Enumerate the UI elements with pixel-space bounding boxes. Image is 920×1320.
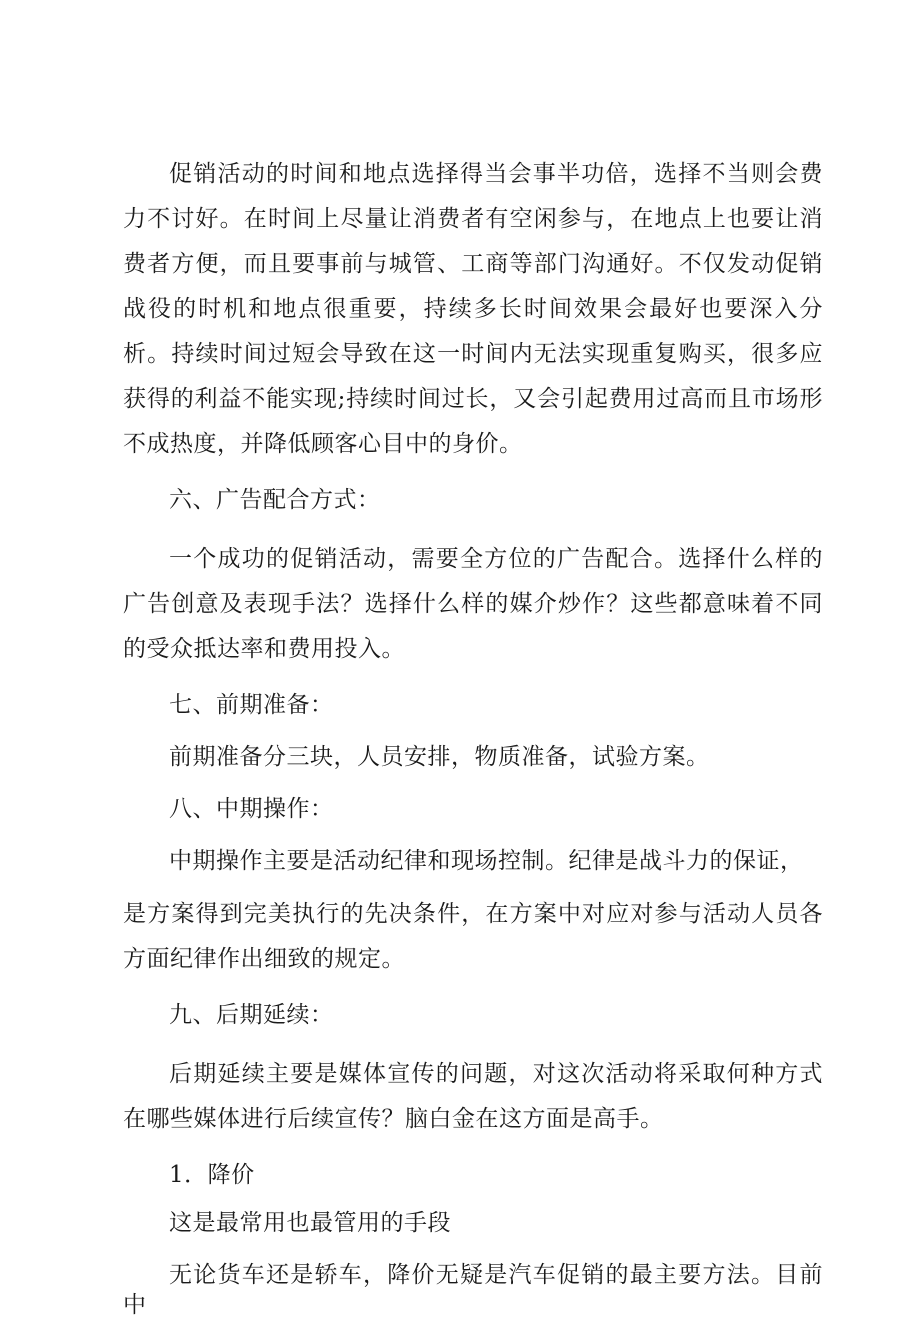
paragraph-price-cut-intro: 这是最常用也最管用的手段: [169, 1210, 451, 1236]
paragraph-advertising: 一个成功的促销活动，需要全方位的广告配合。选择什么样的广告创意及表现手法？选择什么样的媒介炒作？这些都意味着不同的受众抵达率和费用投入。: [123, 546, 823, 662]
heading-preparation: 七、前期准备：: [169, 692, 334, 718]
paragraph-price-cut-body: 无论货车还是轿车，降价无疑是汽车促销的最主要方法。目前中: [123, 1262, 823, 1318]
heading-price-cut: 1．降价: [169, 1162, 255, 1188]
heading-mid-operation: 八、中期操作：: [169, 796, 334, 822]
document-body: [123, 152, 823, 1320]
paragraph-preparation: 前期准备分三块，人员安排，物质准备，试验方案。: [169, 744, 710, 770]
heading-advertising: 六、广告配合方式：: [169, 487, 381, 513]
paragraph-timing-location: 促销活动的时间和地点选择得当会事半功倍，选择不当则会费力不讨好。在时间上尽量让消费者有空闲参与，在地点上也要让消费者方便，而且要事前与城管、工商等部门沟通好。不仅发动促销战役的时机和地点很重要，持续多长时间效果会最好也要深入分析。持续时间过短会导致在这一时间内无法实现重复购买，很多应获得的利益不能实现;持续时间过长，又会引起费用过高而且市场形不成热度，并降低顾客心目中的身价。: [123, 161, 823, 457]
paragraph-follow-up: 后期延续主要是媒体宣传的问题，对这次活动将采取何种方式在哪些媒体进行后续宣传？脑白金在这方面是高手。: [123, 1061, 823, 1132]
paragraph-mid-operation-line1: 中期操作主要是活动纪律和现场控制。纪律是战斗力的保证，: [169, 848, 804, 874]
heading-follow-up: 九、后期延续：: [169, 1002, 334, 1028]
paragraph-mid-operation-cont: 是方案得到完美执行的先决条件，在方案中对应对参与活动人员各方面纪律作出细致的规定。: [123, 901, 823, 972]
